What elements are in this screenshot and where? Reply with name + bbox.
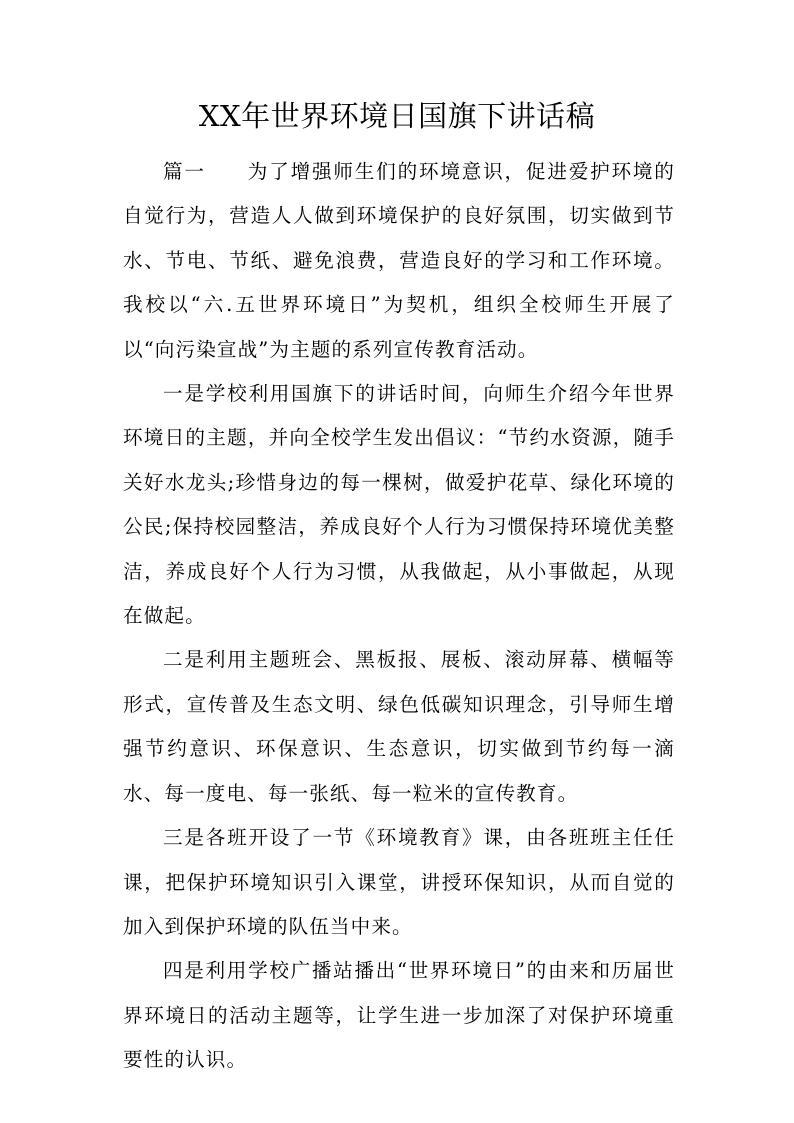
paragraph-4: 三是各班开设了一节《环境教育》课，由各班班主任任课，把保护环境知识引入课堂，讲授环保知识，从而自觉的加入到保护环境的队伍当中来。	[123, 826, 675, 938]
paragraph-5: 四是利用学校广播站播出“世界环境日”的由来和历届世界环境日的活动主题等，让学生进一步加深了对保护环境重要性的认识。	[123, 959, 675, 1072]
paragraph-1	[123, 150, 675, 372]
document-title: XX年世界环境日国旗下讲话稿	[198, 99, 596, 133]
paragraph-1-text: 为了增强师生们的环境意识，促进爱护环境的自觉行为，营造人人做到环境保护的良好氛围，切实做到节水、节电、节纸、避免浪费，营造良好的学习和工作环境。我校以“六.五世界环境日”为契机，组织全校师生开展了以“向污染宣战”为主题的系列宣传教育活动。	[123, 160, 676, 361]
section-label: 篇一	[163, 160, 206, 183]
document-body	[123, 150, 675, 1083]
paragraph-3: 二是利用主题班会、黑板报、展板、滚动屏幕、横幅等形式，宣传普及生态文明、绿色低碳知识理念，引导师生增强节约意识、环保意识、生态意识，切实做到节约每一滴水、每一度电、每一张纸、每一粒米的宣传教育。	[123, 648, 675, 805]
paragraph-2: 一是学校利用国旗下的讲话时间，向师生介绍今年世界环境日的主题，并向全校学生发出倡议：“节约水资源，随手关好水龙头;珍惜身边的每一棵树，做爱护花草、绿化环境的公民;保持校园整洁，养成良好个人行为习惯保持环境优美整洁，养成良好个人行为习惯，从我做起，从小事做起，从现在做起。	[123, 382, 675, 628]
